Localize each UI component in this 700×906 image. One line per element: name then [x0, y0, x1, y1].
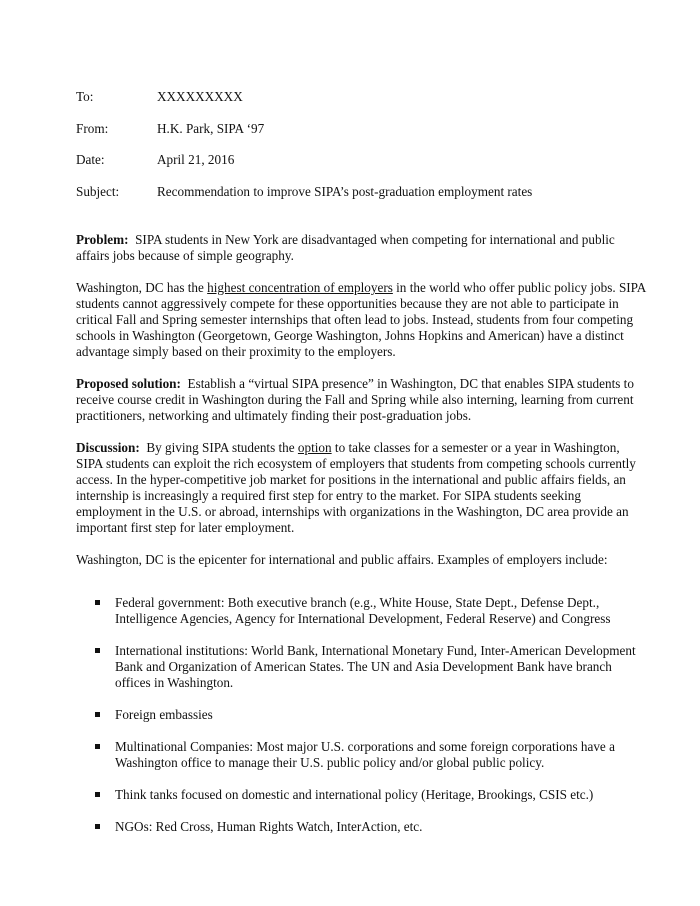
list-item-text: Multinational Companies: Most major U.S. corporations and some foreign corporations have a Washington office to manage their U.S. public policy and/or global public policy. [115, 739, 615, 770]
memo-subject-row [76, 184, 636, 200]
memo-to-row [76, 89, 636, 105]
memo-header [76, 89, 636, 215]
bullet-icon [95, 792, 100, 797]
memo-from-label: From: [76, 120, 109, 136]
memo-date-label: Date: [76, 152, 105, 167]
list-item [76, 739, 646, 771]
discussion-heading: Discussion: [76, 440, 140, 455]
problem-text: SIPA students in New York are disadvantaged when competing for international and public affairs jobs because of simple geography. [76, 232, 615, 263]
discussion-option: option [297, 440, 332, 455]
memo-to-label: To: [76, 89, 94, 104]
bullet-icon [95, 744, 100, 749]
discussion-rest: to take classes for a semester or a year in Washington, SIPA students can exploit the rich ecosystem of employers that students from competing schools currently access. In the hyper-competitive job market for positions in the international and public affairs fields, an internship is increasingly a required first step for entry to the market. For SIPA students seeking employment in the U.S. or abroad, internships with organizations in the Washington, DC area provide an important first step for later employment. [76, 440, 636, 535]
bullet-icon [95, 824, 100, 829]
problem-paragraph [76, 232, 646, 264]
washington-paragraph [76, 280, 646, 360]
discussion-lead: By giving SIPA students the [146, 440, 295, 455]
list-item-text: Think tanks focused on domestic and international policy (Heritage, Brookings, CSIS etc.) [115, 787, 594, 802]
list-item-text: NGOs: Red Cross, Human Rights Watch, InterAction, etc. [115, 819, 423, 834]
proposed-solution-text: Establish a “virtual SIPA presence” in Washington, DC that enables SIPA students to receive course credit in Washington during the Fall and Spring while also interning, learning from current practitioners, networking and ultimately finding their post-graduation jobs. [76, 376, 634, 423]
memo-subject-value: Recommendation to improve SIPA’s post-graduation employment rates [157, 183, 533, 199]
washington-lead: Washington, DC has the [76, 280, 204, 295]
list-item [76, 819, 646, 835]
list-item [76, 787, 646, 803]
employers-concentration-link[interactable]: highest concentration of employers [207, 280, 393, 295]
problem-heading: Problem: [76, 232, 129, 247]
list-item [76, 595, 646, 627]
employers-list [76, 595, 646, 851]
epicenter-paragraph [76, 552, 646, 568]
bullet-icon [95, 712, 100, 717]
memo-to-value: XXXXXXXXX [157, 89, 243, 104]
list-item-text: Federal government: Both executive branch (e.g., White House, State Dept., Defense Dept., Intelligence Agencies, Agency for International Development, Federal Reserve) and Congress [115, 595, 611, 626]
proposed-solution-paragraph [76, 376, 646, 424]
discussion-paragraph [76, 440, 646, 536]
list-item-text: Foreign embassies [115, 707, 213, 722]
list-item-text: International institutions: World Bank, International Monetary Fund, Inter-American Development Bank and Organization of American States. The UN and Asia Development Bank have branch offices in Washington. [115, 643, 636, 690]
memo-from-value: H.K. Park, SIPA ‘97 [157, 120, 265, 136]
bullet-icon [95, 600, 100, 605]
memo-date-value: April 21, 2016 [157, 152, 235, 167]
epicenter-text: Washington, DC is the epicenter for international and public affairs. Examples of employers include: [76, 552, 608, 567]
list-item [76, 643, 646, 691]
memo-body [76, 232, 646, 584]
list-item [76, 707, 646, 723]
bullet-icon [95, 648, 100, 653]
washington-rest: in the world who offer public policy jobs. SIPA students cannot aggressively compete for these opportunities because they are not able to participate in critical Fall and Spring semester internships that often lead to jobs. Instead, students from four competing schools in Washington (Georgetown, George Washington, Johns Hopkins and American) have a distinct advantage simply based on their proximity to the employers. [76, 280, 646, 359]
proposed-solution-heading: Proposed solution: [76, 376, 181, 391]
memo-date-row [76, 152, 636, 168]
memo-from-row [76, 121, 636, 137]
memo-subject-label: Subject: [76, 183, 120, 199]
